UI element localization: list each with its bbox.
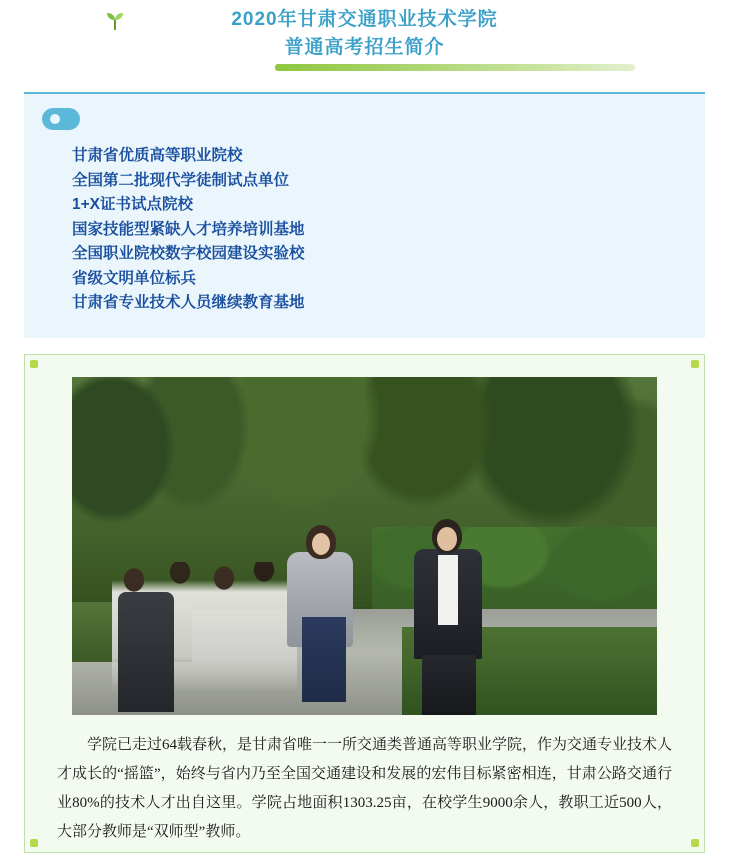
page-title-line-1 — [85, 6, 645, 34]
corner-marker-bottom-right — [691, 839, 699, 847]
page-header — [0, 0, 729, 72]
intro-caption: 学院已走过64载春秋，是甘肃省唯一一所交通类普通高等职业学院，作为交通专业技术人才成长的“摇篮”，始终与省内乃至全国交通建设和发展的宏伟目标紧密相连，甘肃公路交通行业80%的技术人才出自这里。学院占地面积1303.25亩，在校学生9000余人，教职工近500人，大部分教师是“双师型”教师。 — [57, 736, 673, 840]
list-item: 国家技能型紧缺人才培养培训基地 — [72, 220, 305, 238]
header-inner — [85, 6, 645, 62]
highlights-panel — [24, 92, 705, 338]
campus-photo — [72, 377, 657, 715]
header-underline — [275, 64, 635, 71]
corner-marker-top-left — [30, 360, 38, 368]
highlights-list — [24, 144, 705, 316]
list-item: 全国第二批现代学徒制试点单位 — [72, 171, 290, 189]
photo-crowd-figure — [118, 592, 174, 712]
list-item: 1+X证书试点院校 — [72, 196, 194, 213]
photo-person-man-shirt — [438, 555, 458, 625]
intro-card — [24, 354, 705, 853]
photo-person-woman-dress — [302, 617, 346, 702]
page-title-text-1: 2020年甘肃交通职业技术学院 — [231, 9, 498, 30]
list-item: 甘肃省优质高等职业院校 — [72, 147, 243, 164]
sprout-icon — [103, 8, 127, 32]
photo-person-woman-face — [312, 533, 330, 555]
list-item: 全国职业院校数字校园建设实验校 — [72, 245, 305, 262]
list-item: 省级文明单位标兵 — [72, 269, 197, 287]
corner-marker-bottom-left — [30, 839, 38, 847]
page-title-line-2: 普通高考招生简介 — [284, 37, 445, 58]
corner-marker-top-right — [691, 360, 699, 368]
photo-person-man-face — [437, 527, 457, 551]
list-item: 甘肃省专业技术人员继续教育基地 — [72, 294, 305, 311]
circle-badge-icon — [42, 108, 80, 130]
photo-person-man-legs — [422, 655, 476, 715]
